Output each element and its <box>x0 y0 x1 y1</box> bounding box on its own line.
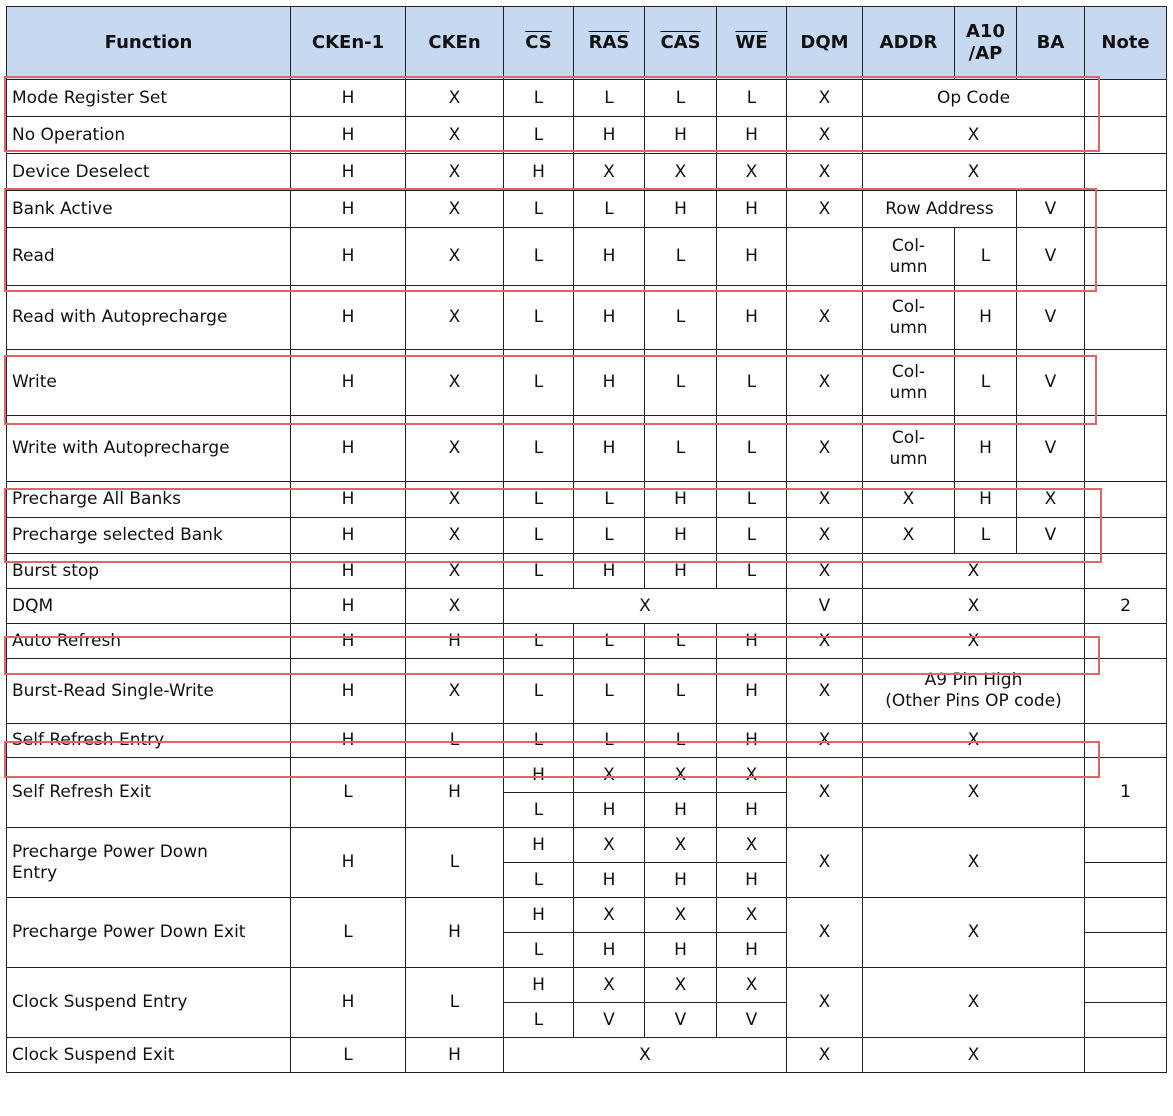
addr-line2: umn <box>889 382 928 403</box>
header-we: $\overline{WE}$ <box>717 7 787 80</box>
cken1-cell: L <box>291 1038 406 1073</box>
cken1-cell: H <box>291 624 406 659</box>
addr-line2: umn <box>889 448 928 469</box>
addr-cell: X <box>863 518 955 554</box>
function-cell: Burst stop <box>7 554 291 589</box>
we-cell: L <box>717 482 787 518</box>
table-row <box>7 350 1167 416</box>
addr-line2: (Other Pins OP code) <box>885 691 1062 711</box>
ras-cell: H <box>574 228 645 286</box>
cken1-cell: H <box>291 286 406 350</box>
function-cell: Device Deselect <box>7 154 291 191</box>
function-cell: Self Refresh Exit <box>7 758 291 828</box>
cas-cell: L <box>645 624 717 659</box>
we-cell: H <box>717 933 787 968</box>
function-cell: Precharge selected Bank <box>7 518 291 554</box>
we-cell: X <box>717 828 787 863</box>
we-cell: H <box>717 724 787 758</box>
cken1-cell: H <box>291 117 406 154</box>
cas-cell: H <box>645 554 717 589</box>
ras-cell: X <box>574 898 645 933</box>
note-cell <box>1085 828 1167 863</box>
cs-cell: L <box>504 659 574 724</box>
ras-cell: L <box>574 191 645 228</box>
table-row <box>7 589 1167 624</box>
cs-cell: L <box>504 228 574 286</box>
ras-cell: L <box>574 518 645 554</box>
cs-cell: H <box>504 968 574 1003</box>
header-a10-line1: A10 <box>966 21 1005 42</box>
cas-cell: X <box>645 968 717 1003</box>
header-row <box>7 7 1167 80</box>
dqm-cell: X <box>787 117 863 154</box>
cas-cell: L <box>645 416 717 482</box>
cken1-cell: L <box>291 758 406 828</box>
note-cell <box>1085 154 1167 191</box>
ras-cell: H <box>574 554 645 589</box>
cs-cell: L <box>504 117 574 154</box>
cs-cell: L <box>504 80 574 117</box>
ras-cell: H <box>574 793 645 828</box>
dqm-cell: X <box>787 350 863 416</box>
cas-cell: V <box>645 1003 717 1038</box>
we-cell: H <box>717 659 787 724</box>
function-cell: Read <box>7 228 291 286</box>
cs-cell: L <box>504 554 574 589</box>
header-a10 <box>955 7 1017 80</box>
note-cell <box>1085 191 1167 228</box>
dqm-cell: X <box>787 1038 863 1073</box>
address-span-cell: X <box>863 154 1085 191</box>
cas-cell: X <box>645 828 717 863</box>
ras-cell: H <box>574 933 645 968</box>
table-row <box>7 117 1167 154</box>
cas-cell: H <box>645 863 717 898</box>
cken-cell: X <box>406 589 504 624</box>
note-cell <box>1085 228 1167 286</box>
note-cell: 2 <box>1085 589 1167 624</box>
cs-cell: L <box>504 793 574 828</box>
cken-cell: X <box>406 416 504 482</box>
addr-cell <box>863 416 955 482</box>
table-row <box>7 518 1167 554</box>
function-cell: Bank Active <box>7 191 291 228</box>
cken-cell: H <box>406 758 504 828</box>
cas-cell: H <box>645 482 717 518</box>
table-row <box>7 624 1167 659</box>
cas-cell: L <box>645 724 717 758</box>
dqm-cell: X <box>787 518 863 554</box>
dqm-cell: X <box>787 80 863 117</box>
address-span-cell: X <box>863 624 1085 659</box>
table-row <box>7 228 1167 286</box>
cken-cell: X <box>406 286 504 350</box>
cken-cell: X <box>406 482 504 518</box>
header-dqm: DQM <box>787 7 863 80</box>
dqm-cell: X <box>787 554 863 589</box>
cas-cell: L <box>645 80 717 117</box>
dqm-cell: V <box>787 589 863 624</box>
table-row <box>7 286 1167 350</box>
note-cell <box>1085 117 1167 154</box>
table-row <box>7 482 1167 518</box>
function-cell: Clock Suspend Entry <box>7 968 291 1038</box>
table-row <box>7 1038 1167 1073</box>
cken-cell: X <box>406 80 504 117</box>
we-cell: H <box>717 191 787 228</box>
note-cell <box>1085 1003 1167 1038</box>
cas-cell: X <box>645 898 717 933</box>
table-row <box>7 191 1167 228</box>
note-cell <box>1085 933 1167 968</box>
cken1-cell: H <box>291 191 406 228</box>
cken-cell: H <box>406 624 504 659</box>
ras-cell: X <box>574 154 645 191</box>
table-row <box>7 659 1167 724</box>
ras-cell: H <box>574 286 645 350</box>
cken1-cell: H <box>291 518 406 554</box>
we-cell: H <box>717 117 787 154</box>
addr-line1: A9 Pin High <box>924 670 1023 690</box>
note-cell <box>1085 416 1167 482</box>
cs-cell: H <box>504 898 574 933</box>
ba-cell: V <box>1017 228 1085 286</box>
table-row <box>7 80 1167 117</box>
cken1-cell: H <box>291 80 406 117</box>
note-cell <box>1085 659 1167 724</box>
cs-cell: H <box>504 828 574 863</box>
cken1-cell: H <box>291 350 406 416</box>
ba-cell: V <box>1017 416 1085 482</box>
cas-cell: L <box>645 659 717 724</box>
cken-cell: L <box>406 828 504 898</box>
table-row <box>7 758 1167 793</box>
dqm-cell <box>787 228 863 286</box>
note-cell <box>1085 898 1167 933</box>
function-cell <box>7 828 291 898</box>
ras-cell: L <box>574 482 645 518</box>
we-cell: V <box>717 1003 787 1038</box>
dqm-cell: X <box>787 624 863 659</box>
address-span-cell: X <box>863 117 1085 154</box>
a10-cell: L <box>955 518 1017 554</box>
cs-cell: L <box>504 416 574 482</box>
cs-cell: L <box>504 286 574 350</box>
cken-cell: L <box>406 968 504 1038</box>
cken-cell: H <box>406 1038 504 1073</box>
address-span-cell: Op Code <box>863 80 1085 117</box>
header-function: Function <box>7 7 291 80</box>
function-cell: Self Refresh Entry <box>7 724 291 758</box>
dqm-cell: X <box>787 659 863 724</box>
header-cken1: CKEn-1 <box>291 7 406 80</box>
table-row <box>7 554 1167 589</box>
function-cell: No Operation <box>7 117 291 154</box>
cken1-cell: H <box>291 154 406 191</box>
address-span-cell: X <box>863 1038 1085 1073</box>
we-cell: L <box>717 554 787 589</box>
function-line2: Entry <box>12 862 58 883</box>
command-span-cell: X <box>504 1038 787 1073</box>
note-cell <box>1085 554 1167 589</box>
we-cell: X <box>717 898 787 933</box>
ras-cell: L <box>574 624 645 659</box>
header-addr: ADDR <box>863 7 955 80</box>
table-row <box>7 154 1167 191</box>
table-row <box>7 828 1167 863</box>
command-span-cell: X <box>504 589 787 624</box>
cken-cell: L <box>406 724 504 758</box>
a10-cell: H <box>955 416 1017 482</box>
function-cell: Precharge All Banks <box>7 482 291 518</box>
cs-cell: H <box>504 154 574 191</box>
cs-cell: H <box>504 758 574 793</box>
header-cas: $\overline{CAS}$ <box>645 7 717 80</box>
note-cell <box>1085 350 1167 416</box>
cas-cell: H <box>645 518 717 554</box>
dqm-cell: X <box>787 154 863 191</box>
note-cell <box>1085 624 1167 659</box>
ba-cell: V <box>1017 518 1085 554</box>
address-span-cell: X <box>863 758 1085 828</box>
ba-cell: V <box>1017 350 1085 416</box>
a10-cell: H <box>955 482 1017 518</box>
cs-cell: L <box>504 724 574 758</box>
we-cell: L <box>717 416 787 482</box>
addr-line2: umn <box>889 256 928 277</box>
cken1-cell: H <box>291 589 406 624</box>
addr-cell <box>863 286 955 350</box>
note-cell <box>1085 863 1167 898</box>
cas-cell: H <box>645 933 717 968</box>
addr-line1: Col- <box>891 235 926 256</box>
cken-cell: X <box>406 228 504 286</box>
ras-cell: H <box>574 416 645 482</box>
header-cken: CKEn <box>406 7 504 80</box>
note-cell <box>1085 286 1167 350</box>
addr-cell <box>863 228 955 286</box>
ras-cell: H <box>574 350 645 416</box>
we-cell: L <box>717 518 787 554</box>
cas-cell: H <box>645 117 717 154</box>
cken1-cell: L <box>291 898 406 968</box>
cken1-cell: H <box>291 724 406 758</box>
header-note: Note <box>1085 7 1167 80</box>
cas-cell: L <box>645 286 717 350</box>
a10-cell: L <box>955 228 1017 286</box>
cken-cell: X <box>406 154 504 191</box>
addr-cell: X <box>863 482 955 518</box>
note-cell: 1 <box>1085 758 1167 828</box>
cas-cell: X <box>645 758 717 793</box>
cs-cell: L <box>504 518 574 554</box>
function-cell: Auto Refresh <box>7 624 291 659</box>
cken-cell: H <box>406 898 504 968</box>
header-cs: $\overline{CS}$ <box>504 7 574 80</box>
dqm-cell: X <box>787 191 863 228</box>
cken-cell: X <box>406 117 504 154</box>
cken-cell: X <box>406 518 504 554</box>
dqm-cell: X <box>787 968 863 1038</box>
we-cell: H <box>717 624 787 659</box>
header-a10-line2: /AP <box>968 43 1003 64</box>
dqm-cell: X <box>787 482 863 518</box>
function-cell: DQM <box>7 589 291 624</box>
function-cell: Write with Autoprecharge <box>7 416 291 482</box>
ras-cell: X <box>574 828 645 863</box>
dqm-cell: X <box>787 758 863 828</box>
cken1-cell: H <box>291 968 406 1038</box>
ras-cell: X <box>574 758 645 793</box>
cken-cell: X <box>406 659 504 724</box>
we-cell: X <box>717 758 787 793</box>
ras-cell: L <box>574 80 645 117</box>
a10-cell: L <box>955 350 1017 416</box>
address-span-cell <box>863 659 1085 724</box>
dqm-cell: X <box>787 828 863 898</box>
cas-cell: L <box>645 228 717 286</box>
address-span-cell: X <box>863 898 1085 968</box>
function-cell: Read with Autoprecharge <box>7 286 291 350</box>
function-line1: Precharge Power Down <box>12 841 208 862</box>
ras-cell: L <box>574 724 645 758</box>
cs-cell: L <box>504 350 574 416</box>
table-row <box>7 724 1167 758</box>
ba-cell: X <box>1017 482 1085 518</box>
note-cell <box>1085 1038 1167 1073</box>
note-cell <box>1085 482 1167 518</box>
ras-cell: H <box>574 117 645 154</box>
cken1-cell: H <box>291 482 406 518</box>
dqm-cell: X <box>787 898 863 968</box>
dqm-cell: X <box>787 286 863 350</box>
ba-cell: V <box>1017 191 1085 228</box>
cs-cell: L <box>504 933 574 968</box>
note-cell <box>1085 80 1167 117</box>
row-address-cell: Row Address <box>863 191 1017 228</box>
address-span-cell: X <box>863 968 1085 1038</box>
ras-cell: H <box>574 863 645 898</box>
function-cell: Burst-Read Single-Write <box>7 659 291 724</box>
address-span-cell: X <box>863 828 1085 898</box>
cs-cell: L <box>504 624 574 659</box>
ras-cell: X <box>574 968 645 1003</box>
a10-cell: H <box>955 286 1017 350</box>
address-span-cell: X <box>863 554 1085 589</box>
we-cell: L <box>717 350 787 416</box>
addr-line1: Col- <box>891 296 926 317</box>
we-cell: H <box>717 286 787 350</box>
table-row <box>7 898 1167 933</box>
cs-cell: L <box>504 863 574 898</box>
address-span-cell: X <box>863 724 1085 758</box>
header-ba: BA <box>1017 7 1085 80</box>
cas-cell: H <box>645 793 717 828</box>
cs-cell: L <box>504 482 574 518</box>
cas-cell: H <box>645 191 717 228</box>
cken1-cell: H <box>291 554 406 589</box>
note-cell <box>1085 968 1167 1003</box>
truth-table-container <box>6 6 1167 1073</box>
addr-line2: umn <box>889 317 928 338</box>
header-ras: $\overline{RAS}$ <box>574 7 645 80</box>
we-cell: H <box>717 228 787 286</box>
function-cell: Precharge Power Down Exit <box>7 898 291 968</box>
function-cell: Mode Register Set <box>7 80 291 117</box>
cken-cell: X <box>406 350 504 416</box>
note-cell <box>1085 724 1167 758</box>
ras-cell: L <box>574 659 645 724</box>
cs-cell: L <box>504 191 574 228</box>
dqm-cell: X <box>787 416 863 482</box>
we-cell: L <box>717 80 787 117</box>
cken-cell: X <box>406 191 504 228</box>
we-cell: H <box>717 863 787 898</box>
cas-cell: L <box>645 350 717 416</box>
cken1-cell: H <box>291 228 406 286</box>
note-cell <box>1085 518 1167 554</box>
cken1-cell: H <box>291 828 406 898</box>
cken1-cell: H <box>291 659 406 724</box>
address-span-cell: X <box>863 589 1085 624</box>
function-cell: Clock Suspend Exit <box>7 1038 291 1073</box>
cken-cell: X <box>406 554 504 589</box>
we-cell: H <box>717 793 787 828</box>
cken1-cell: H <box>291 416 406 482</box>
cas-cell: X <box>645 154 717 191</box>
addr-cell <box>863 350 955 416</box>
table-row <box>7 968 1167 1003</box>
addr-line1: Col- <box>891 427 926 448</box>
table-row <box>7 416 1167 482</box>
function-cell: Write <box>7 350 291 416</box>
we-cell: X <box>717 968 787 1003</box>
ba-cell: V <box>1017 286 1085 350</box>
we-cell: X <box>717 154 787 191</box>
dqm-cell: X <box>787 724 863 758</box>
ras-cell: V <box>574 1003 645 1038</box>
addr-line1: Col- <box>891 361 926 382</box>
command-truth-table <box>6 6 1167 1073</box>
cs-cell: L <box>504 1003 574 1038</box>
